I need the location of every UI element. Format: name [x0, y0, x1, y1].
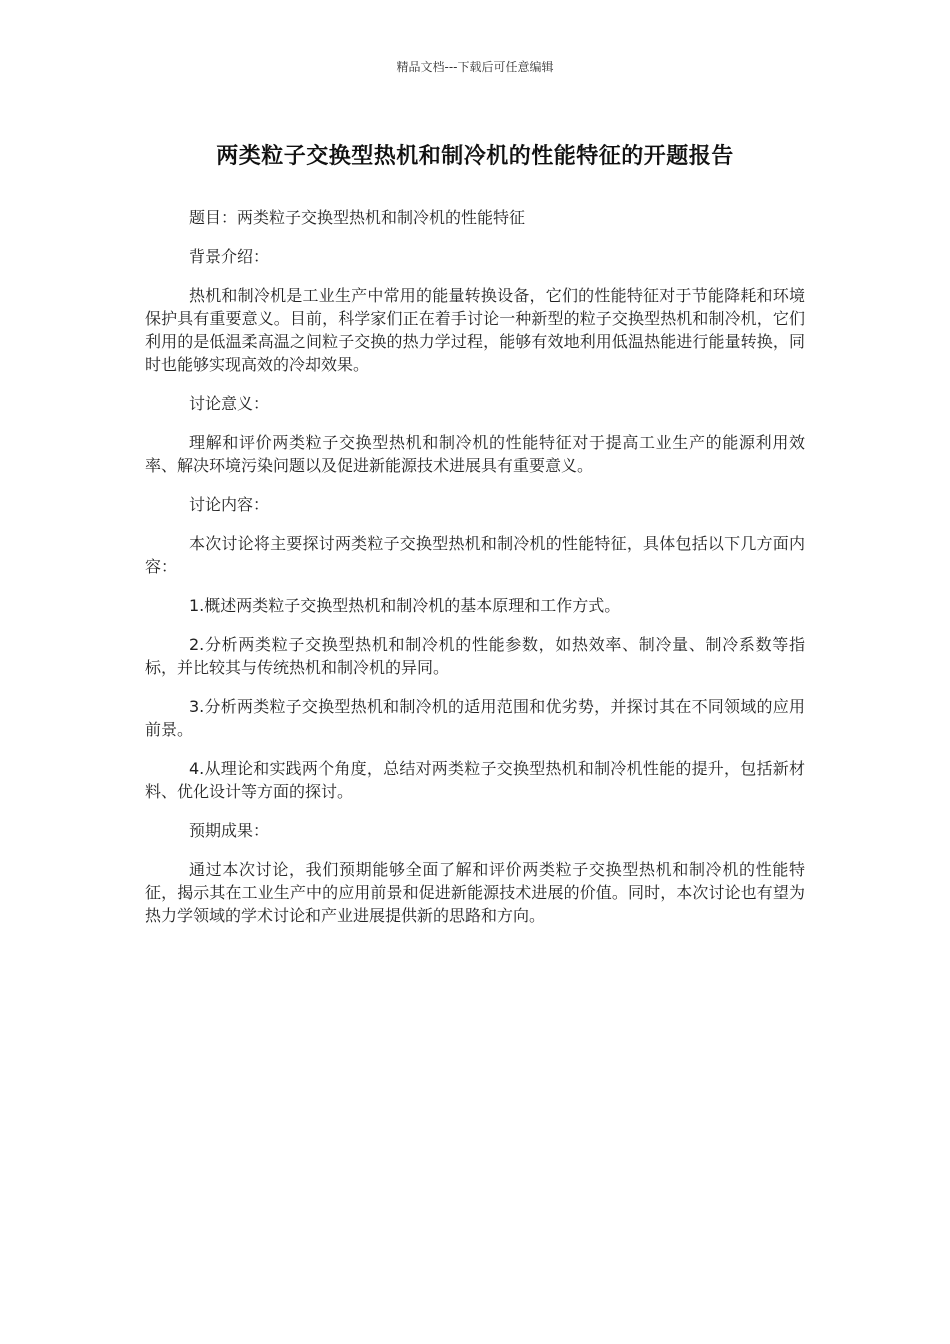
section-heading-significance: 讨论意义：	[189, 394, 270, 413]
section-heading-outcomes: 预期成果：	[189, 821, 270, 840]
section-heading-content: 讨论内容：	[189, 495, 270, 514]
content-item-3: 3.分析两类粒子交换型热机和制冷机的适用范围和优劣势，并探讨其在不同领域的应用前景。	[145, 697, 805, 739]
document-body	[145, 206, 805, 943]
outcomes-paragraph: 通过本次讨论，我们预期能够全面了解和评价两类粒子交换型热机和制冷机的性能特征，揭示其在工业生产中的应用前景和促进新能源技术进展的价值。同时，本次讨论也有望为热力学领域的学术讨论和产业进展提供新的思路和方向。	[145, 860, 805, 925]
header-note: 精品文档---下载后可任意编辑	[396, 60, 554, 74]
section-heading-background: 背景介绍：	[189, 247, 270, 266]
content-item-1: 1.概述两类粒子交换型热机和制冷机的基本原理和工作方式。	[189, 596, 621, 615]
topic-line: 题目：两类粒子交换型热机和制冷机的性能特征	[189, 208, 526, 227]
document-title: 两类粒子交换型热机和制冷机的性能特征的开题报告	[216, 144, 734, 169]
background-paragraph: 热机和制冷机是工业生产中常用的能量转换设备，它们的性能特征对于节能降耗和环境保护具有重要意义。目前，科学家们正在着手讨论一种新型的粒子交换型热机和制冷机，它们利用的是低温柔高温之间粒子交换的热力学过程，能够有效地利用低温热能进行能量转换，同时也能够实现高效的冷却效果。	[145, 286, 805, 374]
content-item-4: 4.从理论和实践两个角度，总结对两类粒子交换型热机和制冷机性能的提升，包括新材料、优化设计等方面的探讨。	[145, 759, 805, 801]
content-item-2: 2.分析两类粒子交换型热机和制冷机的性能参数，如热效率、制冷量、制冷系数等指标，并比较其与传统热机和制冷机的异同。	[145, 635, 805, 677]
significance-paragraph: 理解和评价两类粒子交换型热机和制冷机的性能特征对于提高工业生产的能源利用效率、解决环境污染问题以及促进新能源技术进展具有重要意义。	[145, 433, 805, 475]
content-intro-paragraph: 本次讨论将主要探讨两类粒子交换型热机和制冷机的性能特征，具体包括以下几方面内容：	[145, 534, 805, 576]
